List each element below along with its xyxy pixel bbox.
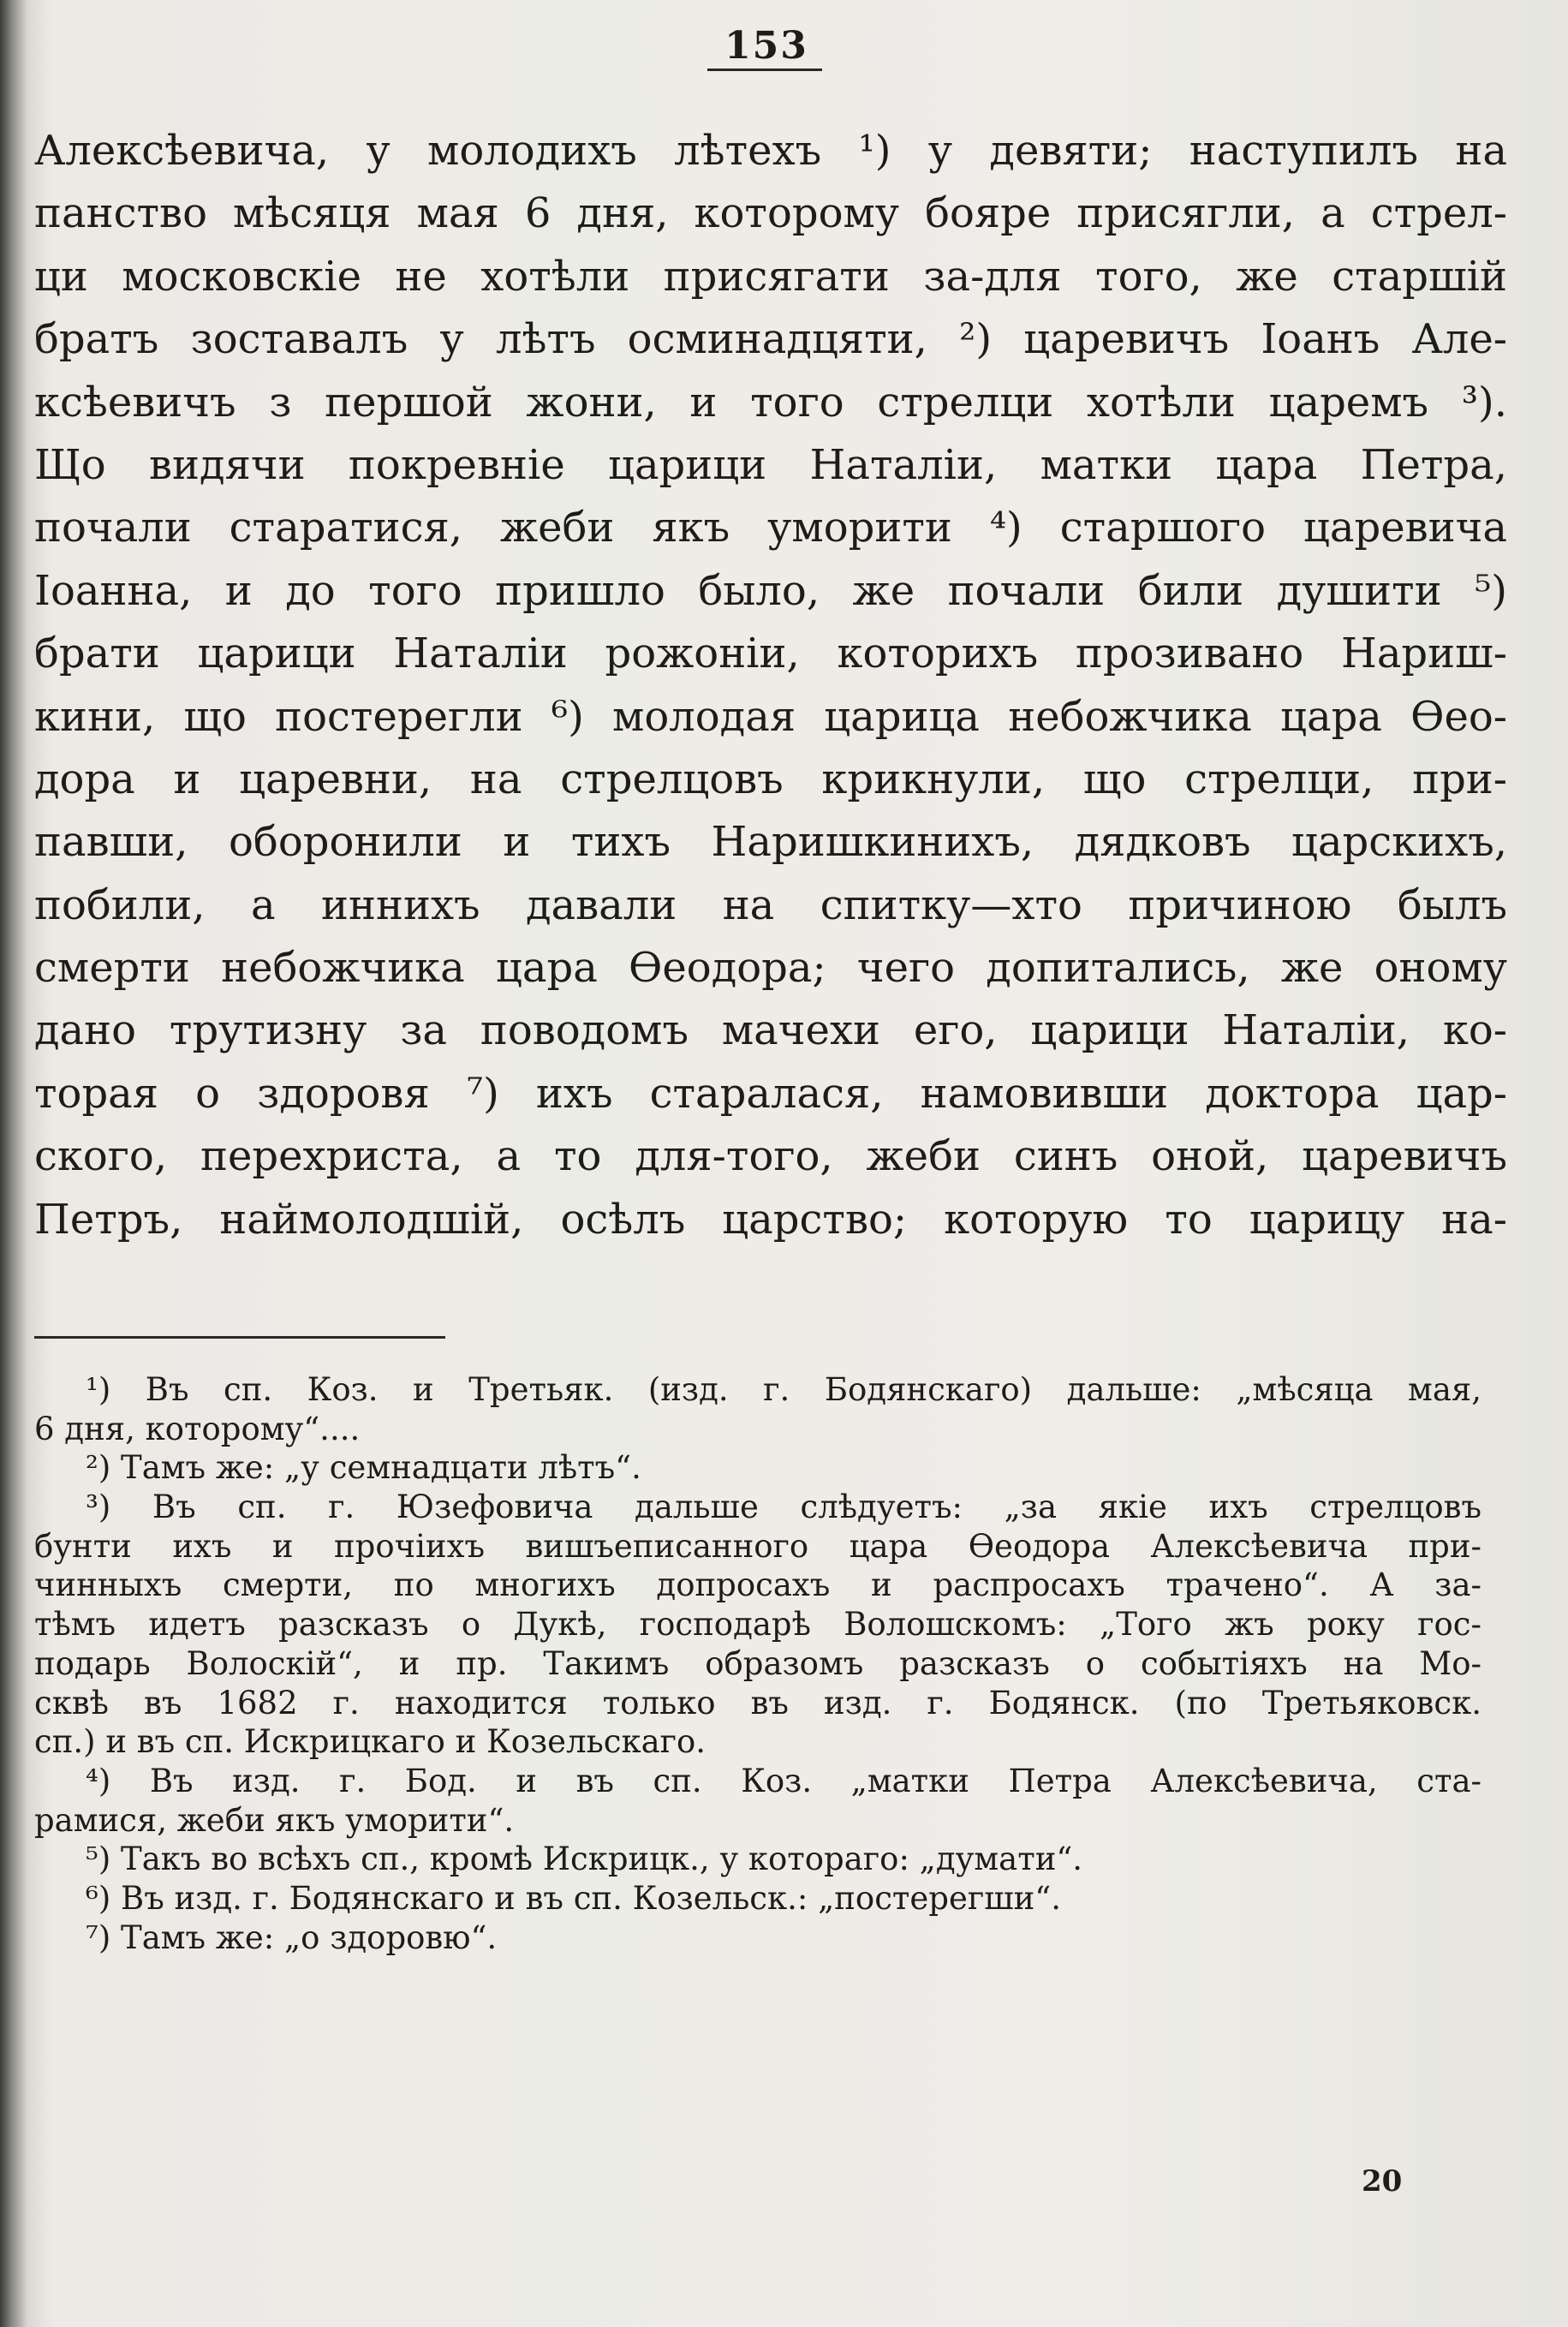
body-line: дано трутизну за поводомъ мачехи его, царици Наталіи, ко-	[34, 1006, 1507, 1055]
footnote-line: ¹) Въ сп. Коз. и Третьяк. (изд. г. Бодянскаго) дальше: „мѣсяца мая,	[86, 1371, 1482, 1408]
footnote-line: подарь Волоскій“, и пр. Такимъ образомъ разсказъ о событіяхъ на Мо-	[34, 1644, 1482, 1682]
footnote-line: сквѣ въ 1682 г. находится только въ изд. г. Бодянск. (по Третьяковск.	[34, 1684, 1482, 1721]
body-line: дора и царевни, на стрелцовъ крикнули, що стрелци, при-	[34, 755, 1507, 803]
body-line: ксѣевичъ з першой жони, и того стрелци хотѣли царемъ ³).	[34, 378, 1507, 427]
footnote-line: ²) Тамъ же: „у семнадцати лѣтъ“.	[86, 1449, 641, 1487]
footnote-line: ⁷) Тамъ же: „о здоровю“.	[86, 1918, 498, 1956]
body-line: Що видячи покревніе царици Наталіи, матки цара Петра,	[34, 440, 1507, 489]
body-line: братъ зоставалъ у лѣтъ осминадцяти, ²) царевичъ Іоанъ Але-	[34, 315, 1507, 364]
footnote-line: тѣмъ идетъ разсказъ о Дукѣ, господарѣ Волошскомъ: „Того жъ року гос-	[34, 1606, 1482, 1644]
body-line: почали старатися, жеби якъ уморити ⁴) старшого царевича	[34, 504, 1507, 552]
body-line: Петръ, наймолодшій, осѣлъ царство; которую то царицу на-	[34, 1195, 1507, 1244]
footnote-line: сп.) и въ сп. Искрицкаго и Козельскаго.	[34, 1723, 706, 1761]
body-line: павши, оборонили и тихъ Наришкинихъ, дядковъ царскихъ,	[34, 818, 1507, 867]
page-number: 153	[724, 24, 808, 68]
body-line: брати царици Наталіи рожоніи, которихъ прозивано Нариш-	[34, 629, 1507, 678]
body-line: Алексѣевича, у молодихъ лѣтехъ ¹) у девяти; наступилъ на	[34, 127, 1507, 175]
body-line: смерти небожчика цара Ѳеодора; чего допитались, же оному	[34, 944, 1507, 993]
footnotes	[34, 1370, 1482, 1957]
footnote-line: рамися, жеби якъ уморити“.	[34, 1801, 515, 1839]
footnote-line: ⁴) Въ изд. г. Бод. и въ сп. Коз. „матки Петра Алексѣевича, ста-	[86, 1762, 1482, 1799]
footnote-line: ³) Въ сп. г. Юзефовича дальше слѣдуетъ: „за якіе ихъ стрелцовъ	[86, 1489, 1482, 1526]
body-line: кини, що постерегли ⁶) молодая царица небожчика цара Ѳео-	[34, 692, 1507, 741]
footnote-line: чинныхъ смерти, по многихъ допросахъ и распросахъ трачено“. А за-	[34, 1566, 1482, 1604]
footnote-line: ⁶) Въ изд. г. Бодянскаго и въ сп. Козельск.: „постерегши“.	[86, 1879, 1061, 1917]
body-line: Іоанна, и до того пришло было, же почали били душити ⁵)	[34, 566, 1507, 615]
body-line: ци московскіе не хотѣли присягати за-для того, же старшій	[34, 252, 1507, 301]
page-number-underline	[707, 69, 822, 71]
body-line: ского, перехриста, а то для-того, жеби синъ оной, царевичъ	[34, 1132, 1507, 1181]
footnote-line: 6 дня, которому“....	[34, 1410, 361, 1447]
body-line: побили, а иннихъ давали на спитку—хто причиною былъ	[34, 880, 1507, 929]
body-line: торая о здоровя ⁷) ихъ старалася, намовивши доктора цар-	[34, 1069, 1507, 1118]
body-line: панство мѣсяця мая 6 дня, которому бояре присягли, а стрел-	[34, 189, 1507, 238]
footnote-line: ⁵) Такъ во всѣхъ сп., кромѣ Искрицк., у котораго: „думати“.	[86, 1841, 1083, 1878]
footnote-separator	[34, 1336, 445, 1339]
footnote-line: бунти ихъ и прочіихъ вишъеписанного цара Ѳеодора Алексѣевича при-	[34, 1527, 1482, 1565]
body-text	[34, 120, 1507, 1251]
signature-mark: 20	[1362, 2164, 1403, 2199]
